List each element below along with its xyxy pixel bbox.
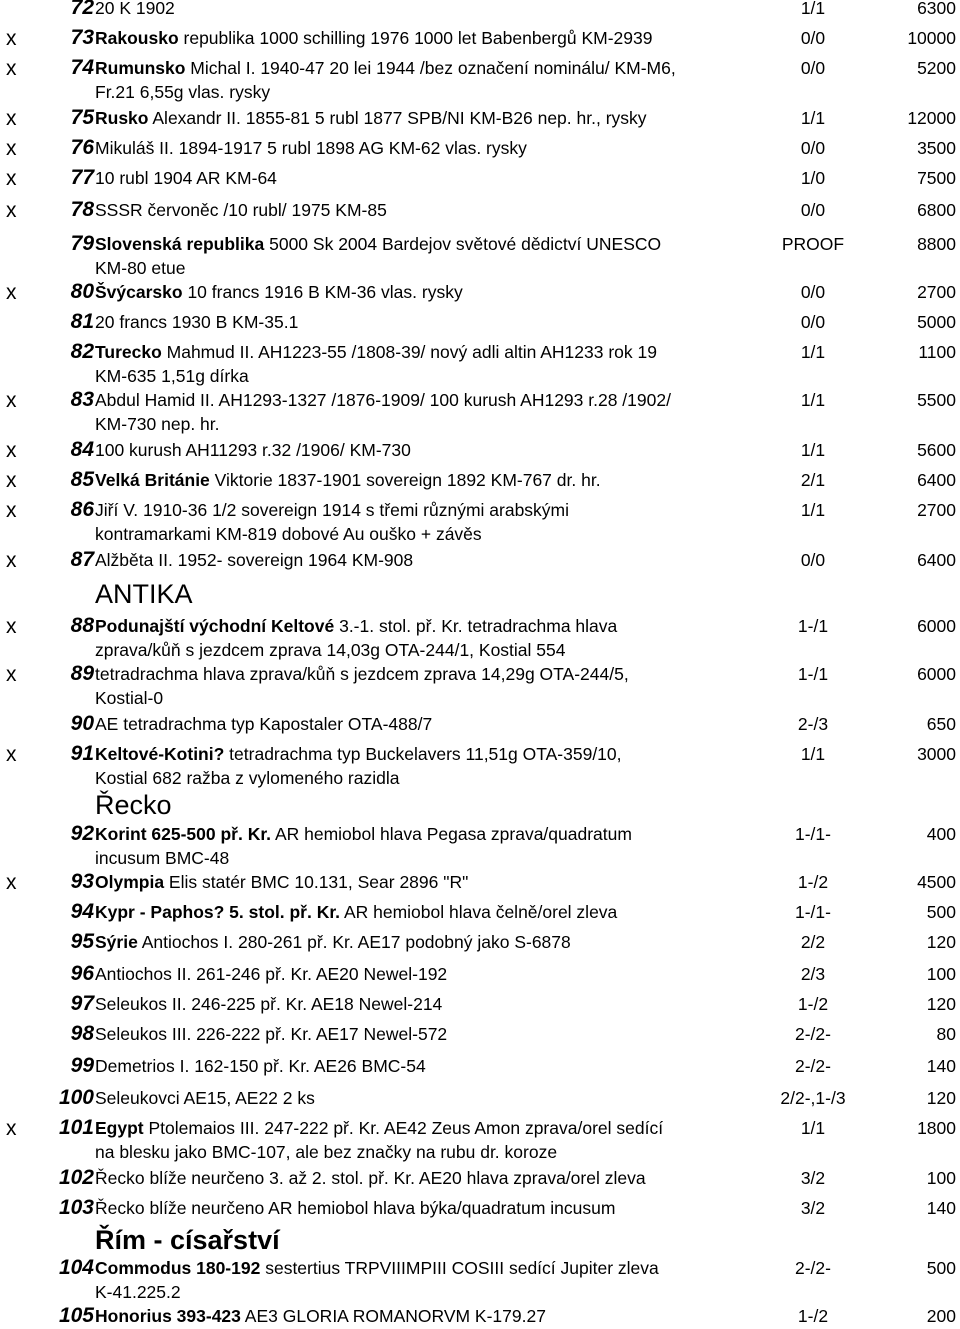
sold-mark: x — [6, 137, 17, 160]
sold-mark: x — [6, 57, 17, 80]
lot-description — [95, 992, 785, 1016]
sold-mark: x — [6, 27, 17, 50]
sold-mark: x — [6, 499, 17, 522]
lot-grade: 3/2 — [800, 1168, 826, 1188]
lot-grade: 1/1 — [800, 1118, 826, 1138]
lot-price: 10000 — [907, 28, 956, 48]
lot-number: 80 — [70, 280, 94, 303]
lot-grade: 1/1 — [800, 390, 826, 410]
lot-number: 83 — [70, 388, 94, 411]
lot-grade: 2/3 — [800, 964, 826, 984]
lot-grade: 2-/2- — [795, 1056, 831, 1076]
lot-text: tetradrachma hlava zprava/kůň s jezdcem zprava 14,29g OTA-244/5, Kostial-0 — [95, 664, 629, 708]
lot-text: Antiochos II. 261-246 př. Kr. AE20 Newel-192 — [95, 964, 448, 984]
lot-grade: 0/0 — [800, 58, 826, 78]
lot-country: Slovenská republika — [95, 234, 265, 254]
lot-price: 500 — [926, 902, 956, 922]
lot-price: 7500 — [917, 168, 956, 188]
sold-mark: x — [6, 743, 17, 766]
lot-number: 90 — [70, 712, 94, 735]
lot-text: Seleukos III. 226-222 př. Kr. AE17 Newel-572 — [95, 1024, 448, 1044]
lot-text: Mikuláš II. 1894-1917 5 rubl 1898 AG KM-62 vlas. rysky — [95, 138, 527, 158]
lot-price: 1800 — [917, 1118, 956, 1138]
lot-grade: 3/2 — [800, 1198, 826, 1218]
lot-number: 75 — [70, 106, 94, 129]
lot-price: 12000 — [907, 108, 956, 128]
lot-number: 103 — [58, 1196, 94, 1219]
lot-price: 120 — [926, 932, 956, 952]
lot-text: AR hemiobol hlava čelně/orel zleva — [340, 902, 618, 922]
lot-grade: 2-/2- — [795, 1024, 831, 1044]
sold-mark: x — [6, 615, 17, 638]
lot-description — [95, 498, 785, 546]
lot-country: Egypt — [95, 1118, 144, 1138]
lot-text: Mahmud II. AH1223-55 /1808-39/ nový adli altin AH1233 rok 19 KM-635 1,51g dírka — [95, 342, 657, 386]
lot-description — [95, 166, 785, 190]
lot-country: Honorius 393-423 — [95, 1306, 241, 1326]
lot-text: 100 kurush AH11293 r.32 /1906/ KM-730 — [95, 440, 411, 460]
lot-text: Viktorie 1837-1901 sovereign 1892 KM-767 dr. hr. — [209, 470, 601, 490]
lot-description — [95, 662, 785, 710]
lot-grade: 1-/1 — [797, 616, 829, 636]
lot-number: 101 — [58, 1116, 94, 1139]
sold-mark: x — [6, 389, 17, 412]
lot-price: 500 — [926, 1258, 956, 1278]
lot-number: 78 — [70, 198, 94, 221]
lot-country: Švýcarsko — [95, 282, 183, 302]
lot-number: 102 — [58, 1166, 94, 1189]
section-heading-rim: Řím - císařství — [95, 1225, 280, 1255]
lot-grade: 1/1 — [800, 440, 826, 460]
lot-text: Ptolemaios III. 247-222 př. Kr. AE42 Zeus Amon zprava/orel sedící na blesku jako BMC-107, ale bez značky na rubu dr. koroze — [95, 1118, 664, 1162]
lot-text: 10 francs 1916 B KM-36 vlas. rysky — [182, 282, 463, 302]
sold-mark: x — [6, 1117, 17, 1140]
lot-country: Commodus 180-192 — [95, 1258, 261, 1278]
lot-number: 104 — [58, 1256, 94, 1279]
lot-grade: 1-/1- — [795, 902, 831, 922]
lot-price: 1100 — [918, 342, 956, 362]
lot-description — [95, 340, 785, 388]
lot-number: 73 — [70, 26, 94, 49]
lot-description — [95, 1116, 785, 1164]
lot-grade: 2/2-,1-/3 — [780, 1088, 846, 1108]
lot-text: SSSR červoněc /10 rubl/ 1975 KM-85 — [95, 200, 387, 220]
lot-description — [95, 468, 785, 492]
lot-text: AE3 GLORIA ROMANORVM K-179.27 — [240, 1306, 546, 1326]
lot-price: 100 — [926, 1168, 956, 1188]
lot-text: AR hemiobol hlava Pegasa zprava/quadratum incusum BMC-48 — [95, 824, 632, 868]
lot-country: Sýrie — [95, 932, 138, 952]
lot-price: 100 — [926, 964, 956, 984]
lot-number: 84 — [70, 438, 94, 461]
lot-price: 80 — [936, 1024, 956, 1044]
section-heading-recko: Řecko — [95, 790, 172, 820]
lot-number: 81 — [70, 310, 94, 333]
lot-description — [95, 198, 785, 222]
lot-description — [95, 712, 785, 736]
lot-description — [95, 962, 785, 986]
lot-number: 99 — [70, 1054, 94, 1077]
lot-price: 140 — [926, 1198, 956, 1218]
lot-description — [95, 232, 785, 280]
lot-price: 140 — [926, 1056, 956, 1076]
lot-grade: 2-/2- — [795, 1258, 831, 1278]
lot-description — [95, 742, 785, 790]
lot-price: 3000 — [917, 744, 956, 764]
lot-text: tetradrachma typ Buckelavers 11,51g OTA-359/10, Kostial 682 ražba z vylomeného razidla — [95, 744, 622, 788]
lot-text: Seleukos II. 246-225 př. Kr. AE18 Newel-214 — [95, 994, 443, 1014]
lot-text: 3.-1. stol. př. Kr. tetradrachma hlava zprava/kůň s jezdcem zprava 14,03g OTA-244/1, Kostial 554 — [95, 616, 618, 660]
lot-description — [95, 56, 785, 104]
lot-description — [95, 280, 785, 304]
lot-grade: 1/1 — [800, 500, 826, 520]
lot-price: 5000 — [917, 312, 956, 332]
lot-number: 96 — [70, 962, 94, 985]
lot-country: Rakousko — [95, 28, 179, 48]
lot-grade: 0/0 — [800, 138, 826, 158]
lot-text: republika 1000 schilling 1976 1000 let Babenbergů KM-2939 — [178, 28, 653, 48]
lot-description — [95, 106, 785, 130]
lot-number: 97 — [70, 992, 94, 1015]
lot-number: 88 — [70, 614, 94, 637]
lot-price: 6000 — [917, 664, 956, 684]
lot-price: 6400 — [917, 470, 956, 490]
lot-number: 98 — [70, 1022, 94, 1045]
lot-description — [95, 822, 785, 870]
lot-description — [95, 614, 785, 662]
lot-text: 10 rubl 1904 AR KM-64 — [95, 168, 277, 188]
lot-description — [95, 388, 785, 436]
lot-text: Elis statér BMC 10.131, Sear 2896 "R" — [164, 872, 469, 892]
lot-description — [95, 1256, 785, 1304]
lot-grade: 0/0 — [800, 200, 826, 220]
lot-number: 95 — [70, 930, 94, 953]
lot-price: 120 — [926, 1088, 956, 1108]
lot-price: 6000 — [917, 616, 956, 636]
lot-grade: 2/1 — [800, 470, 826, 490]
lot-number: 77 — [70, 166, 94, 189]
lot-text: Řecko blíže neurčeno 3. až 2. stol. př. Kr. AE20 hlava zprava/orel zleva — [95, 1168, 646, 1188]
lot-text: Alžběta II. 1952- sovereign 1964 KM-908 — [95, 550, 414, 570]
lot-description — [95, 548, 785, 572]
sold-mark: x — [6, 167, 17, 190]
lot-grade: 0/0 — [800, 28, 826, 48]
lot-number: 93 — [70, 870, 94, 893]
lot-price: 6400 — [917, 550, 956, 570]
lot-description — [95, 900, 785, 924]
lot-text: Řecko blíže neurčeno AR hemiobol hlava býka/quadratum incusum — [95, 1198, 616, 1218]
lot-price: 6800 — [917, 200, 956, 220]
lot-price: 5600 — [917, 440, 956, 460]
lot-number: 105 — [58, 1304, 94, 1327]
lot-description — [95, 310, 785, 334]
lot-grade: 1-/2 — [797, 872, 829, 892]
lot-price: 650 — [926, 714, 956, 734]
lot-number: 94 — [70, 900, 94, 923]
lot-grade: 1/1 — [800, 342, 826, 362]
lot-text: sestertius TRPVIIIMPIII COSIII sedící Jupiter zleva K-41.225.2 — [95, 1258, 659, 1302]
sold-mark: x — [6, 663, 17, 686]
lot-text: Abdul Hamid II. AH1293-1327 /1876-1909/ 100 kurush AH1293 r.28 /1902/ KM-730 nep. hr. — [95, 390, 671, 434]
lot-text: Michal I. 1940-47 20 lei 1944 /bez označení nominálu/ KM-M6, Fr.21 6,55g vlas. rysky — [95, 58, 676, 102]
lot-country: Velká Británie — [95, 470, 210, 490]
lot-grade: 1-/1 — [797, 664, 829, 684]
sold-mark: x — [6, 871, 17, 894]
lot-country: Rusko — [95, 108, 149, 128]
lot-grade: PROOF — [781, 234, 845, 254]
lot-grade: 2/2 — [800, 932, 826, 952]
lot-text: Seleukovci AE15, AE22 2 ks — [95, 1088, 315, 1108]
lot-description — [95, 1304, 785, 1328]
lot-number: 100 — [58, 1086, 94, 1109]
lot-price: 2700 — [917, 282, 956, 302]
lot-text: Demetrios I. 162-150 př. Kr. AE26 BMC-54 — [95, 1056, 426, 1076]
lot-grade: 1-/1- — [795, 824, 831, 844]
sold-mark: x — [6, 199, 17, 222]
lot-number: 74 — [70, 56, 94, 79]
sold-mark: x — [6, 439, 17, 462]
lot-grade: 0/0 — [800, 282, 826, 302]
lot-text: Antiochos I. 280-261 př. Kr. AE17 podobný jako S-6878 — [137, 932, 571, 952]
lot-price: 2700 — [917, 500, 956, 520]
lot-country: Olympia — [95, 872, 165, 892]
lot-grade: 0/0 — [800, 550, 826, 570]
lot-grade: 1/1 — [800, 0, 826, 18]
lot-number: 82 — [70, 340, 94, 363]
lot-number: 92 — [70, 822, 94, 845]
sold-mark: x — [6, 281, 17, 304]
lot-text: Alexandr II. 1855-81 5 rubl 1877 SPB/NI KM-B26 nep. hr., rysky — [148, 108, 647, 128]
lot-price: 3500 — [917, 138, 956, 158]
lot-description — [95, 1196, 785, 1220]
lot-grade: 1/1 — [800, 744, 826, 764]
lot-text: 20 francs 1930 B KM-35.1 — [95, 312, 299, 332]
lot-country: Podunajští východní Keltové — [95, 616, 335, 636]
lot-number: 79 — [70, 232, 94, 255]
lot-text: AE tetradrachma typ Kapostaler OTA-488/7 — [95, 714, 433, 734]
sold-mark: x — [6, 107, 17, 130]
lot-price: 6300 — [917, 0, 956, 18]
lot-text: Jiří V. 1910-36 1/2 sovereign 1914 s třemi různými arabskými kontramarkami KM-819 dobové Au ouško + závěs — [95, 500, 570, 544]
lot-description — [95, 0, 785, 20]
lot-price: 5500 — [917, 390, 956, 410]
lot-price: 4500 — [917, 872, 956, 892]
lot-number: 85 — [70, 468, 94, 491]
lot-country: Keltové-Kotini? — [95, 744, 225, 764]
lot-grade: 2-/3 — [797, 714, 829, 734]
lot-description — [95, 26, 785, 50]
lot-grade: 1/0 — [800, 168, 826, 188]
lot-grade: 0/0 — [800, 312, 826, 332]
lot-country: Turecko — [95, 342, 162, 362]
lot-country: Rumunsko — [95, 58, 186, 78]
lot-text: 5000 Sk 2004 Bardejov světové dědictví UNESCO KM-80 etue — [95, 234, 662, 278]
lot-description — [95, 136, 785, 160]
lot-number: 86 — [70, 498, 94, 521]
lot-country: Korint 625-500 př. Kr. — [95, 824, 272, 844]
section-heading-antika: ANTIKA — [95, 579, 193, 609]
lot-text: 20 K 1902 — [95, 0, 175, 18]
lot-price: 400 — [926, 824, 956, 844]
lot-price: 120 — [926, 994, 956, 1014]
lot-description — [95, 1166, 785, 1190]
lot-number: 87 — [70, 548, 94, 571]
lot-description — [95, 1086, 785, 1110]
lot-price: 8800 — [917, 234, 956, 254]
lot-number: 72 — [70, 0, 94, 19]
lot-number: 91 — [70, 742, 94, 765]
lot-description — [95, 1054, 785, 1078]
lot-price: 5200 — [917, 58, 956, 78]
lot-price: 200 — [926, 1306, 956, 1326]
lot-description — [95, 438, 785, 462]
sold-mark: x — [6, 549, 17, 572]
lot-grade: 1/1 — [800, 108, 826, 128]
lot-description — [95, 930, 785, 954]
lot-grade: 1-/2 — [797, 994, 829, 1014]
lot-grade: 1-/2 — [797, 1306, 829, 1326]
lot-country: Kypr - Paphos? 5. stol. př. Kr. — [95, 902, 341, 922]
sold-mark: x — [6, 469, 17, 492]
lot-description — [95, 1022, 785, 1046]
lot-description — [95, 870, 785, 894]
lot-number: 89 — [70, 662, 94, 685]
lot-number: 76 — [70, 136, 94, 159]
